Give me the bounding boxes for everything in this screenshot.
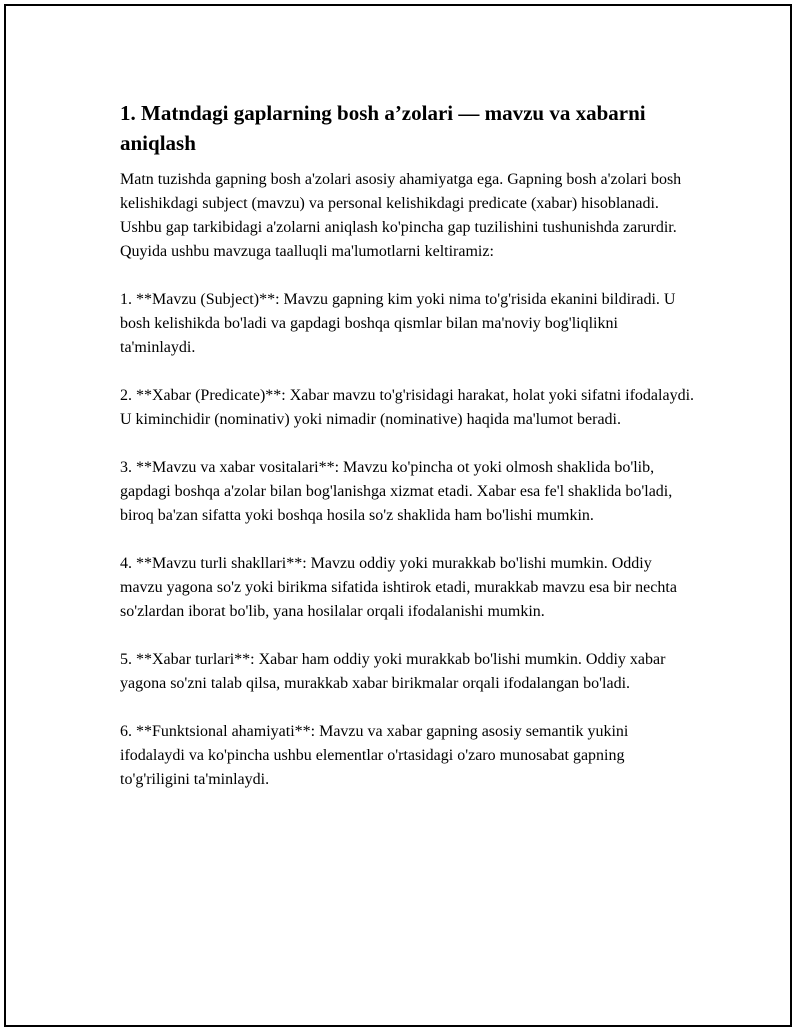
intro-paragraph: Matn tuzishda gapning bosh a'zolari asosiy ahamiyatga ega. Gapning bosh a'zolari bosh kelishikdagi subject (mavzu) va personal kelishikdagi predicate (xabar) hisoblanadi. Ushbu gap tarkibidagi a'zolarni aniqlash ko'pincha gap tuzilishini tushunishda zarurdir. Quyida ushbu mavzuga taalluqli ma'lumotlarni keltiramiz: [120, 171, 682, 260]
list-item-subject: 1. **Mavzu (Subject)**: Mavzu gapning kim yoki nima to'g'risida ekanini bildiradi. U bosh kelishikda bo'ladi va gapdagi boshqa qismlar bilan ma'noviy bog'liqlikni ta'minlaydi. [120, 291, 676, 356]
list-item-functional-importance: 6. **Funktsional ahamiyati**: Mavzu va xabar gapning asosiy semantik yukini ifodalaydi va ko'pincha ushbu elementlar o'rtasidagi o'zaro munosabat gapning to'g'riligini ta'minlaydi. [120, 723, 629, 788]
list-item-predicate-types: 5. **Xabar turlari**: Xabar ham oddiy yoki murakkab bo'lishi mumkin. Oddiy xabar yagona so'zni talab qilsa, murakkab xabar birikmalar orqali ifodalangan bo'ladi. [120, 651, 666, 692]
document-body [120, 98, 695, 816]
list-item-means: 3. **Mavzu va xabar vositalari**: Mavzu ko'pincha ot yoki olmosh shaklida bo'lib, gapdagi boshqa a'zolar bilan bog'lanishga xizmat etadi. Xabar esa fe'l shaklida bo'ladi, biroq ba'zan sifatta yoki boshqa hosila so'z shaklida ham bo'lishi mumkin. [120, 459, 673, 524]
list-item-subject-forms: 4. **Mavzu turli shakllari**: Mavzu oddiy yoki murakkab bo'lishi mumkin. Oddiy mavzu yagona so'z yoki birikma sifatida ishtirok etadi, murakkab mavzu esa bir nechta so'zlardan iborat bo'lib, yana hosilalar orqali ifodalanishi mumkin. [120, 555, 677, 620]
document-page [4, 4, 792, 1027]
list-item-predicate: 2. **Xabar (Predicate)**: Xabar mavzu to'g'risidagi harakat, holat yoki sifatni ifodalaydi. U kiminchidir (nominativ) yoki nimadir (nominative) haqida ma'lumot beradi. [120, 387, 695, 428]
document-title: 1. Matndagi gaplarning bosh a’zolari — mavzu va xabarni aniqlash [120, 101, 646, 155]
